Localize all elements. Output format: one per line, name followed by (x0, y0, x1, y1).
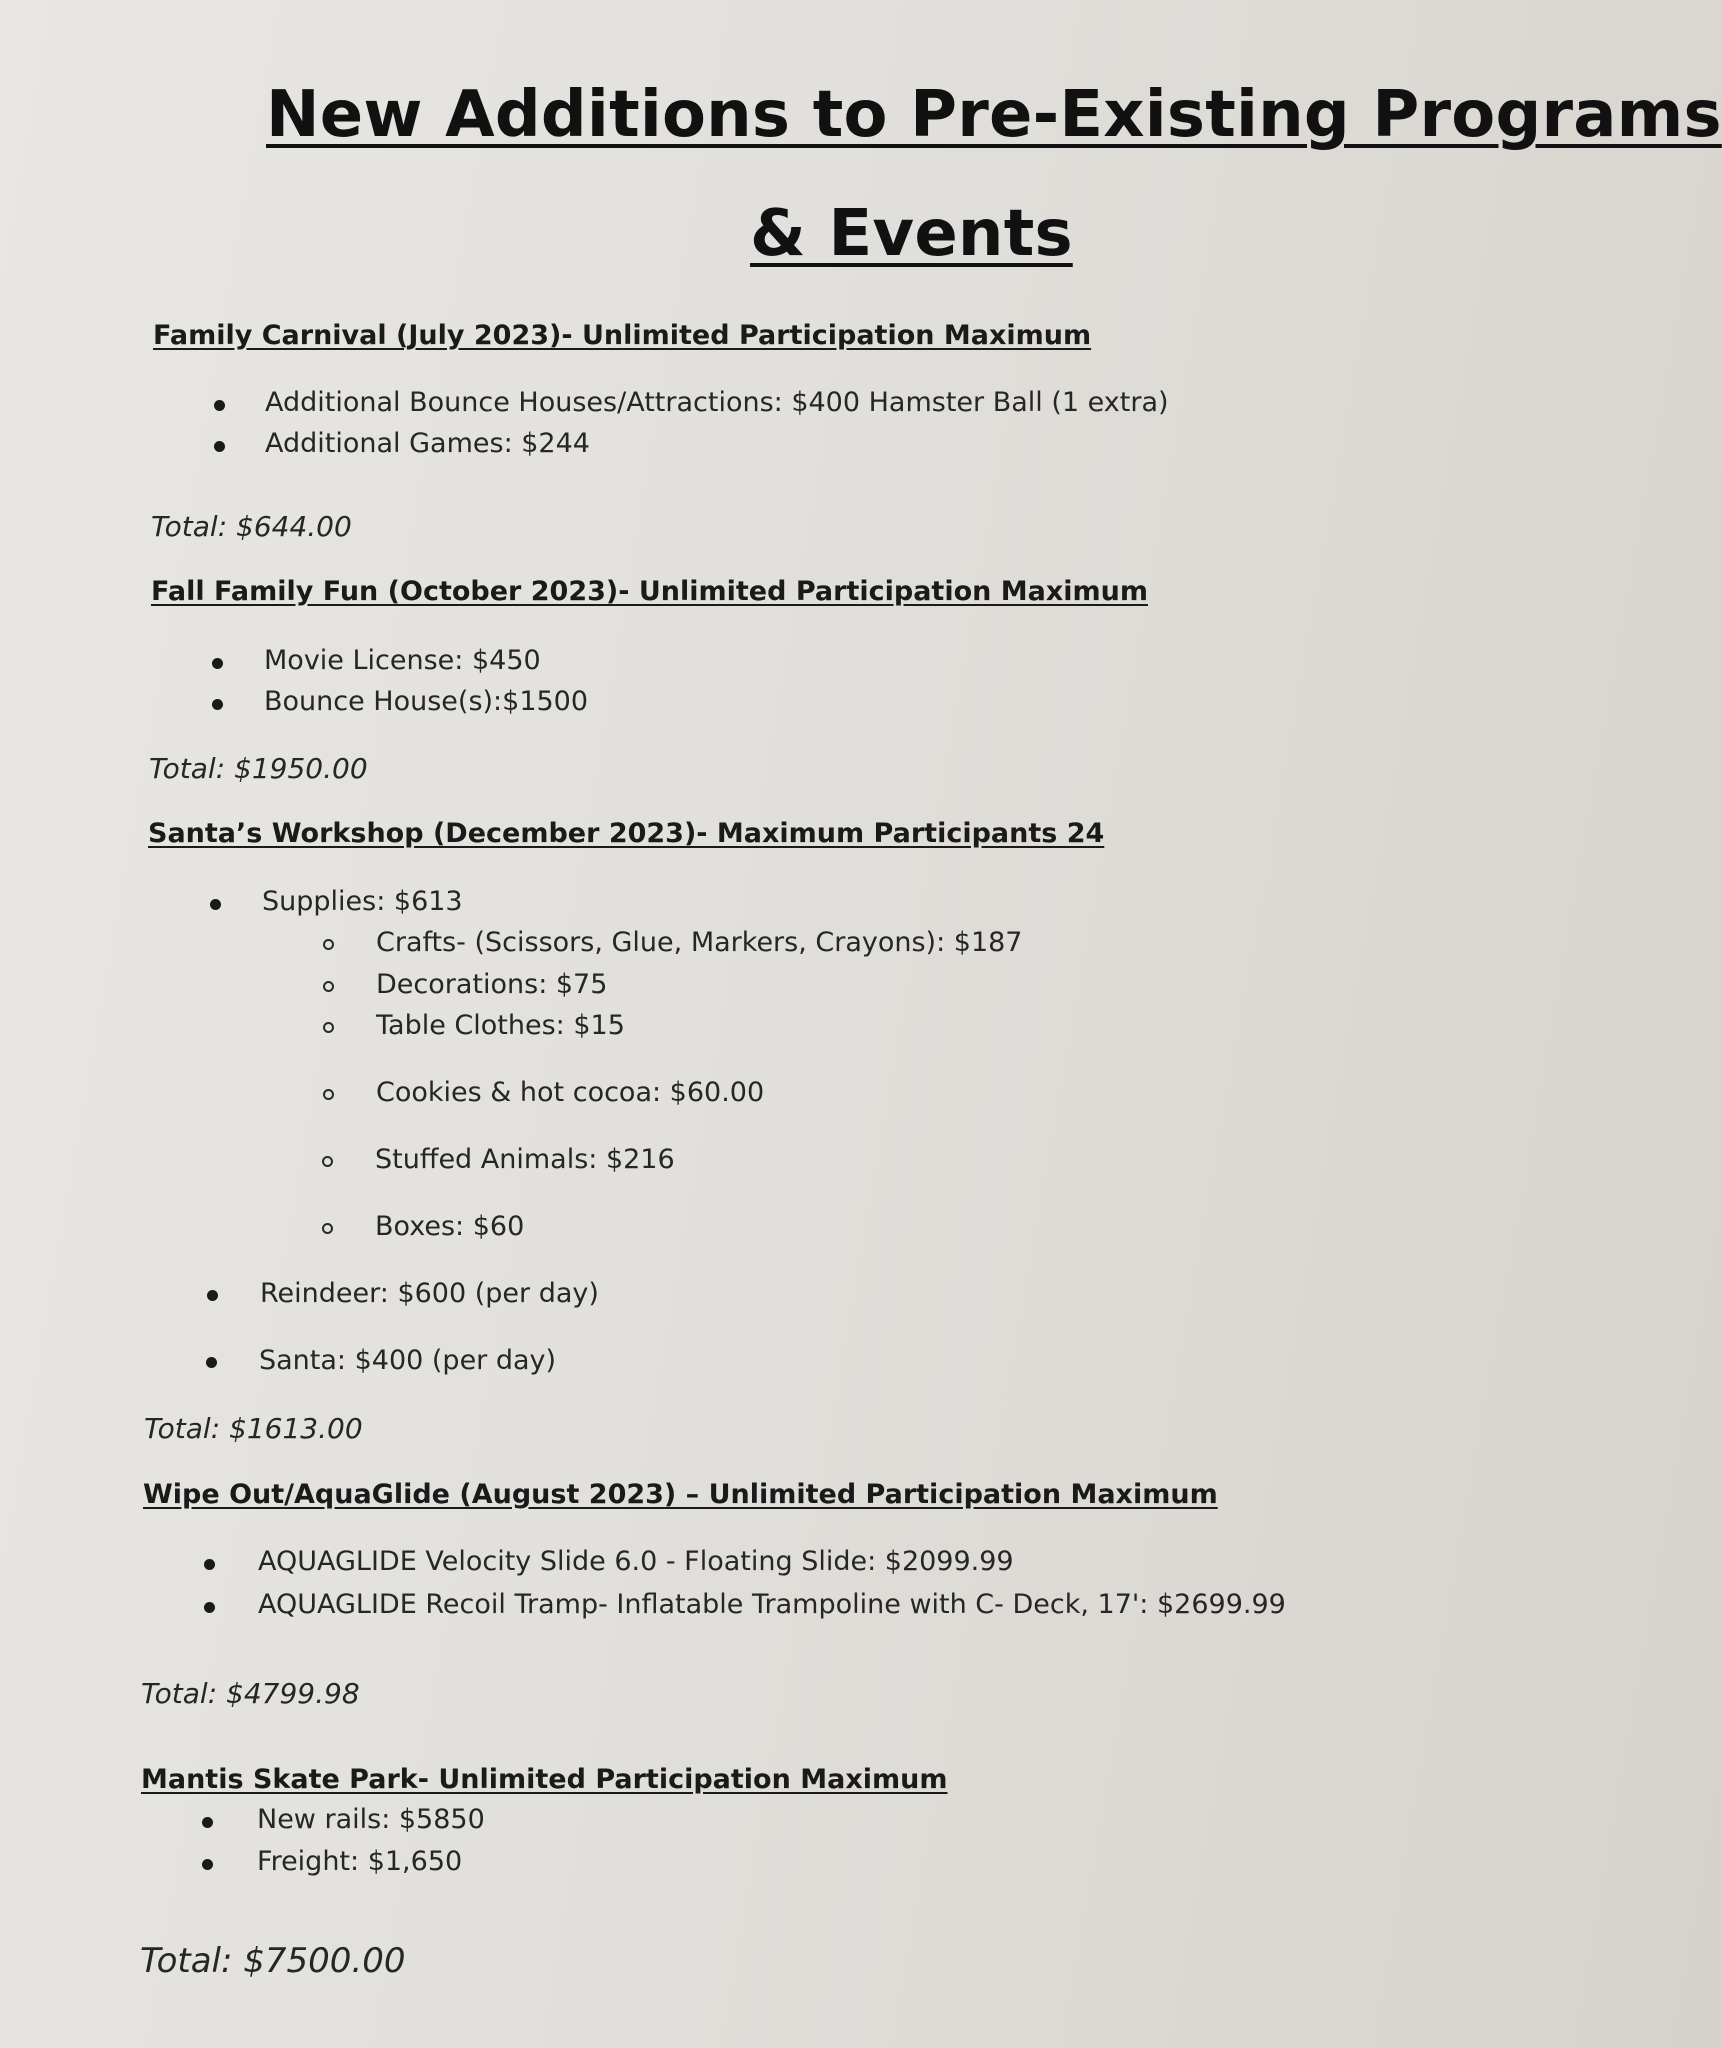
sub-list-item: Boxes: $60 (375, 1211, 525, 1242)
bullet-icon (206, 1357, 217, 1368)
sub-bullet-icon (323, 1089, 334, 1100)
sub-list-item: Table Clothes: $15 (376, 1010, 625, 1041)
list-item: Reindeer: $600 (per day) (260, 1278, 599, 1309)
sub-bullet-icon (322, 1156, 333, 1167)
bullet-icon (204, 1602, 215, 1613)
bullet-icon (212, 699, 223, 710)
section-heading-fall-family-fun: Fall Family Fun (October 2023)- Unlimited Participation Maximum (151, 576, 1148, 607)
list-item: Additional Bounce Houses/Attractions: $400 Hamster Ball (1 extra) (265, 387, 1169, 418)
list-item: Santa: $400 (per day) (259, 1345, 557, 1376)
bullet-icon (214, 441, 225, 452)
section-heading-family-carnival: Family Carnival (July 2023)- Unlimited Participation Maximum (153, 320, 1092, 351)
sub-bullet-icon (323, 981, 334, 992)
section-total: Total: $644.00 (151, 510, 352, 543)
section-total: Total: $7500.00 (140, 1941, 406, 1981)
page-title-line-2: & Events (750, 197, 1073, 271)
bullet-icon (214, 400, 225, 411)
section-heading-wipe-out-aquaglide: Wipe Out/AquaGlide (August 2023) – Unlimited Participation Maximum (143, 1479, 1218, 1510)
section-total: Total: $1950.00 (149, 752, 368, 785)
list-item: Freight: $1,650 (257, 1846, 463, 1877)
list-item: New rails: $5850 (257, 1804, 485, 1835)
bullet-icon (202, 1817, 213, 1828)
sub-list-item: Stuffed Animals: $216 (375, 1144, 675, 1175)
bullet-icon (212, 658, 223, 669)
page-title-line-1: New Additions to Pre-Existing Programs (266, 78, 1722, 152)
section-heading-mantis-skate-park: Mantis Skate Park- Unlimited Participation Maximum (141, 1764, 948, 1795)
bullet-icon (210, 899, 221, 910)
section-total: Total: $4799.98 (141, 1677, 360, 1710)
list-item: Bounce House(s):$1500 (264, 686, 589, 717)
list-item: AQUAGLIDE Recoil Tramp- Inflatable Trampoline with C- Deck, 17': $2699.99 (258, 1589, 1286, 1620)
sub-list-item: Decorations: $75 (376, 969, 608, 1000)
section-total: Total: $1613.00 (144, 1412, 363, 1445)
list-item: Supplies: $613 (262, 886, 463, 917)
list-item: AQUAGLIDE Velocity Slide 6.0 - Floating Slide: $2099.99 (258, 1546, 1014, 1577)
bullet-icon (202, 1859, 213, 1870)
sub-list-item: Cookies & hot cocoa: $60.00 (376, 1077, 765, 1108)
list-item: Additional Games: $244 (265, 428, 590, 459)
sub-bullet-icon (323, 939, 334, 950)
bullet-icon (204, 1559, 215, 1570)
bullet-icon (207, 1290, 218, 1301)
sub-bullet-icon (323, 1022, 334, 1033)
section-heading-santas-workshop: Santa’s Workshop (December 2023)- Maximum Participants 24 (148, 818, 1105, 849)
sub-list-item: Crafts- (Scissors, Glue, Markers, Crayons): $187 (376, 927, 1023, 958)
sub-bullet-icon (322, 1223, 333, 1234)
list-item: Movie License: $450 (264, 645, 541, 676)
